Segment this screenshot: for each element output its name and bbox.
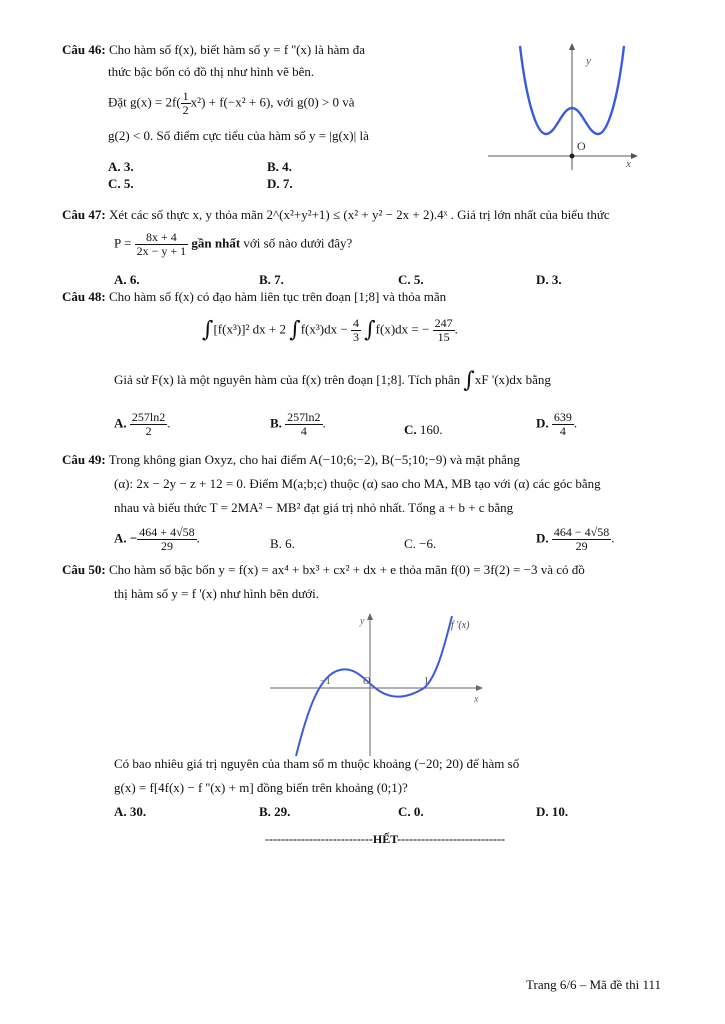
q50-tick-pos: 1 (424, 676, 429, 687)
q50-tick-neg: −1 (320, 676, 331, 687)
q46-origin-label: O (577, 139, 586, 153)
q47-option-d[interactable]: D. 3. (536, 272, 562, 287)
end-marker: ---------------------------HẾT--------------------------- (264, 832, 506, 846)
q50-y-label: y (360, 616, 365, 627)
q49-option-b[interactable]: B. 6. (270, 536, 295, 551)
q49-line2: (α): 2x − 2y − z + 12 = 0. Điểm M(a;b;c) thuộc (α) sao cho MA, MB tạo với (α) các góc bằng (114, 476, 601, 491)
q50-option-a[interactable]: A. 30. (114, 804, 147, 819)
q46-y-arrow (569, 43, 575, 50)
q49-line3: nhau và biểu thức T = 2MA² − MB² đạt giá trị nhỏ nhất. Tổng a + b + c bằng (114, 500, 514, 515)
q50-x-label: x (474, 694, 479, 705)
q47-option-c[interactable]: C. 5. (398, 272, 424, 287)
q50-line1: Cho hàm số bậc bốn y = f(x) = ax⁴ + bx³ + cx² + dx + e thỏa mãn f(0) = 3f(2) = −3 và có đồ (108, 562, 585, 577)
q48-option-b[interactable]: B. $\frac{257\ln 2}{4}$ . (270, 410, 326, 438)
q47-option-a[interactable]: A. 6. (114, 272, 140, 287)
q47-line1: Xét các số thực x, y thỏa mãn 2^(x²+y²+1) ≤ (x² + y² − 2x + 2).4ˣ . Giá trị lớn nhất của biểu thức (108, 207, 610, 222)
q50-origin-label: O (363, 676, 371, 687)
q48-option-c[interactable]: C. 160. (404, 422, 443, 437)
q46-option-b[interactable]: B. 4. (267, 159, 292, 174)
q47-line2: P = $\frac{8x + 4}{2x - y + 1}$ gần nhất với số nào dưới đây? (114, 230, 353, 258)
page-number: Trang 6/6 – Mã đề thi 111 (526, 977, 662, 992)
q46-option-d[interactable]: D. 7. (267, 176, 293, 191)
q46-line1: Cho hàm số f(x), biết hàm số y = f ''(x) là hàm đa (108, 42, 366, 57)
q50-line3: Có bao nhiêu giá trị nguyên của tham số m thuộc khoảng (−20; 20) để hàm số (114, 756, 520, 771)
q48-option-d[interactable]: D. $\frac{639}{4}$ . (536, 410, 578, 438)
q50-graph (268, 608, 490, 758)
q46-line4: g(2) < 0. Số điểm cực tiểu của hàm số y = |g(x)| là (108, 128, 369, 143)
q49-line1: Trong không gian Oxyz, cho hai điểm A(−10;6;−2), B(−5;10;−9) và mặt phẳng (108, 452, 520, 467)
q48-line1: Cho hàm số f(x) có đạo hàm liên tục trên đoạn [1;8] và thỏa mãn (108, 289, 447, 304)
q50-option-b[interactable]: B. 29. (259, 804, 291, 819)
q50-curve-label: f '(x) (451, 620, 470, 631)
q47-label: Câu 47: (62, 207, 106, 222)
q46-label: Câu 46: (62, 42, 106, 57)
q46-option-a[interactable]: A. 3. (108, 159, 134, 174)
q46-x-arrow (631, 153, 638, 159)
q49-label: Câu 49: (62, 452, 106, 467)
q46-graph (486, 38, 646, 173)
q46-option-c[interactable]: C. 5. (108, 176, 134, 191)
q46-line2: thức bậc bốn có đồ thị như hình vẽ bên. (108, 64, 315, 79)
q48-equation: ∫[f(x³)]² dx + 2 ∫f(x³)dx − $\frac{4}{3}$ ∫f(x)dx = − $\frac{247}{15}$ . (202, 316, 458, 344)
q47-option-b[interactable]: B. 7. (259, 272, 284, 287)
q49-option-a[interactable]: A. − $\frac{464 + 4√58}{29}$ . (114, 525, 200, 553)
q50-line2: thị hàm số y = f '(x) như hình bên dưới. (114, 586, 320, 601)
q49-option-d[interactable]: D. $\frac{464 - 4√58}{29}$ . (536, 525, 615, 553)
q48-label: Câu 48: (62, 289, 106, 304)
q50-line4: g(x) = f[4f(x) − f ''(x) + m] đồng biến trên khoảng (0;1)? (114, 780, 408, 795)
q50-label: Câu 50: (62, 562, 106, 577)
q49-option-c[interactable]: C. −6. (404, 536, 437, 551)
q50-y-arrow (367, 613, 373, 620)
q50-option-c[interactable]: C. 0. (398, 804, 424, 819)
q50-x-arrow (476, 685, 483, 691)
q48-line2: Giả sử F(x) là một nguyên hàm của f(x) trên đoạn [1;8]. Tích phân ∫xF '(x)dx bằng (114, 368, 551, 394)
q48-option-a[interactable]: A. $\frac{257\ln 2}{2}$ . (114, 410, 171, 438)
q46-line3: Đặt g(x) = 2f( $\frac{1}{2}$ x²) + f(−x² + 6), với g(0) > 0 và (108, 89, 355, 117)
q46-origin-point (570, 154, 575, 159)
q50-option-d[interactable]: D. 10. (536, 804, 569, 819)
q46-x-label: x (626, 158, 631, 170)
q46-y-label: y (586, 55, 591, 67)
